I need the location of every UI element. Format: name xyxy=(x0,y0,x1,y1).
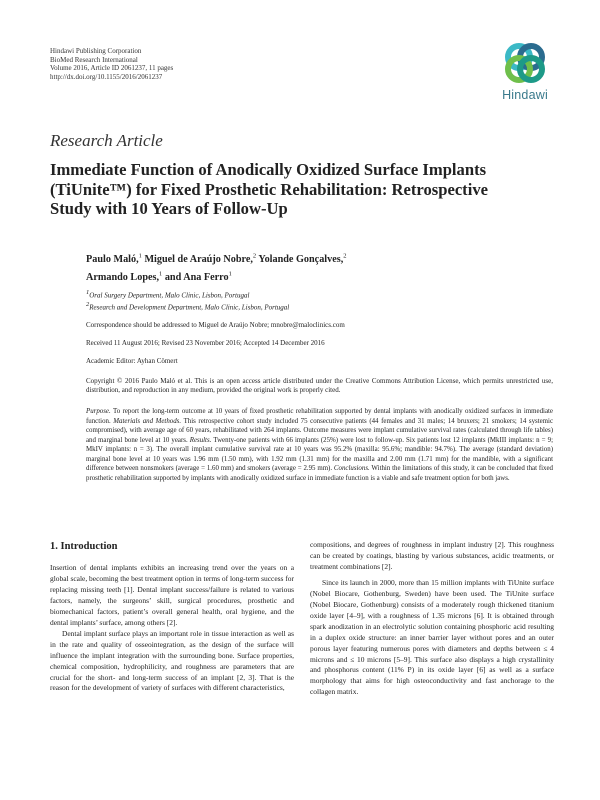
abstract-methods-label: Materials and Methods. xyxy=(113,417,182,425)
paragraph: Since its launch in 2000, more than 15 million implants with TiUnite surface (Nobel Biocare, Gothenburg, Sweden) have been used. The TiUnite surface (Nobel Biocare, Gothenburg) consists of a moderately rough thickened titanium oxide layer [4–9], with a roughness of 1.35 microns [6]. It is obtained through spark anodization in an electrolytic solution containing phosphoric acid resulting in a duplex oxide structure: an inner barrier layer without pores and an outer porous layer featuring numerous pores with diameters and depths between ≤ 4 microns and ≤ 10 microns [5–9]. This surface also displays a high crystallinity and phosphorus content (11% P) in its oxide layer [6] as well as a surface morphology that aims for high osteoconductivity and fast anchorage to the collagen matrix. xyxy=(310,577,554,697)
journal-header xyxy=(50,47,173,81)
author-list xyxy=(86,250,486,285)
right-column xyxy=(310,540,554,698)
volume-info: Volume 2016, Article ID 2061237, 11 pages xyxy=(50,64,174,73)
copyright-notice: Copyright © 2016 Paulo Maló et al. This is an open access article distributed under the Creative Commons Attribution License, which permits unrestricted use, distribution, and reproduction in any medium, provided the original work is properly cited. xyxy=(86,377,553,395)
hindawi-logo-icon xyxy=(502,40,548,86)
affiliations xyxy=(86,288,289,313)
abstract-purpose: To report the long-term outcome at 10 years of fixed prosthetic rehabilitation supported by dental implants with anodically oxidized surfaces in immediate function. xyxy=(86,408,553,425)
hindawi-logo[interactable] xyxy=(496,40,554,106)
logo-text: Hindawi xyxy=(502,88,548,102)
abstract-results-label: Results. xyxy=(189,436,212,444)
paragraph: Dental implant surface plays an important role in tissue interaction as well as in the rate and quality of osseointegration, as the design of the surface will influence the implant integration with the surrounding bone. Surface properties, chemical composition, hydrophilicity, and roughness are parameters that are crucial for the short- and long-term success of an implant [2, 3]. That is the reason for the development of variety of surfaces with different characteristics, xyxy=(50,628,294,693)
abstract xyxy=(86,407,553,483)
article-type: Research Article xyxy=(50,131,163,150)
abstract-results: Twenty-one patients with 66 implants (25%) were lost to follow-up. Six patients lost 12 implants (MkIII implants: n = 9; MkIV implants: n = 3). The overall implant cumulative survival rate at 10 years was 95.2% (maxilla: 95.6%; mandible: 94.7%). The average (standard deviation) marginal bone level at 10 years was 1.96 mm (1.50 mm), with 1.92 mm (1.31 mm) for the maxilla and 2.00 mm (1.71 mm) for the mandible, with a significant difference between nonsmokers (average = 1.60 mm) and smokers (average = 2.95 mm). xyxy=(86,436,553,473)
author[interactable]: Armando Lopes,$^1$ xyxy=(86,270,163,283)
author[interactable]: Miguel de Araújo Nobre,$^2$ xyxy=(144,253,257,266)
author[interactable]: Paulo Maló,$^1$ xyxy=(86,253,142,266)
author[interactable]: and Ana Ferro$^1$ xyxy=(164,270,232,283)
section-heading: 1. Introduction xyxy=(50,541,118,552)
journal-name: BioMed Research International xyxy=(50,55,138,64)
abstract-conclusions-label: Conclusions. xyxy=(333,465,370,473)
abstract-purpose-label: Purpose. xyxy=(86,408,111,415)
article-title: Immediate Function of Anodically Oxidized Surface Implants (TiUnite™) for Fixed Prosthetic Rehabilitation: Retrospective Study with 10 Years of Follow-Up xyxy=(50,160,488,218)
affiliation: $^1$Oral Surgery Department, Malo Clinic, Lisbon, Portugal xyxy=(86,289,250,300)
correspondence: Correspondence should be addressed to Miguel de Araújo Nobre; mnobre@maloclinics.com xyxy=(86,321,345,329)
publisher-name: Hindawi Publishing Corporation xyxy=(50,47,142,55)
left-column xyxy=(50,563,294,694)
paragraph: compositions, and degrees of roughness in implant industry [2]. This roughness can be created by coatings, blasting by various substances, acidic treatments, or treatment combinations [2]. xyxy=(310,540,554,571)
article-dates: Received 11 August 2016; Revised 23 November 2016; Accepted 14 December 2016 xyxy=(86,339,325,347)
abstract-conclusions: Within the limitations of this study, it can be concluded that fixed prosthetic rehabilitation supported by implants with anodically oxidized surface in immediate function is a viable and safe treatment option for both jaws. xyxy=(86,465,553,482)
doi-link[interactable]: http://dx.doi.org/10.1155/2016/2061237 xyxy=(50,72,163,81)
affiliation: $^2$Research and Development Department, Malo Clinic, Lisbon, Portugal xyxy=(86,301,290,312)
author[interactable]: Yolande Gonçalves,$^2$ xyxy=(258,253,347,266)
academic-editor: Academic Editor: Ayhan Cömert xyxy=(86,357,178,365)
paragraph: Insertion of dental implants exhibits an increasing trend over the years on a global scale, becoming the best treatment option in terms of long-term success for replacing missing teeth [1]. Dental implant success/failure is related to various factors, namely, the surgeons’ skill, surgical procedures, prosthetic and biomechanical factors, patient’s overall general health, oral hygiene, and the dental implants’ surface, among others [2]. xyxy=(50,563,294,627)
abstract-methods: This retrospective cohort study included 75 consecutive patients (44 females and 31 males; 14 bruxers; 21 smokers; 14 systemic compromised), with average age of 60 years, rehabilitated with 264 implants. Outcome measures were implant cumulative survival rates (calculated through life tables) and marginal bone level at 10 years. xyxy=(86,417,554,444)
